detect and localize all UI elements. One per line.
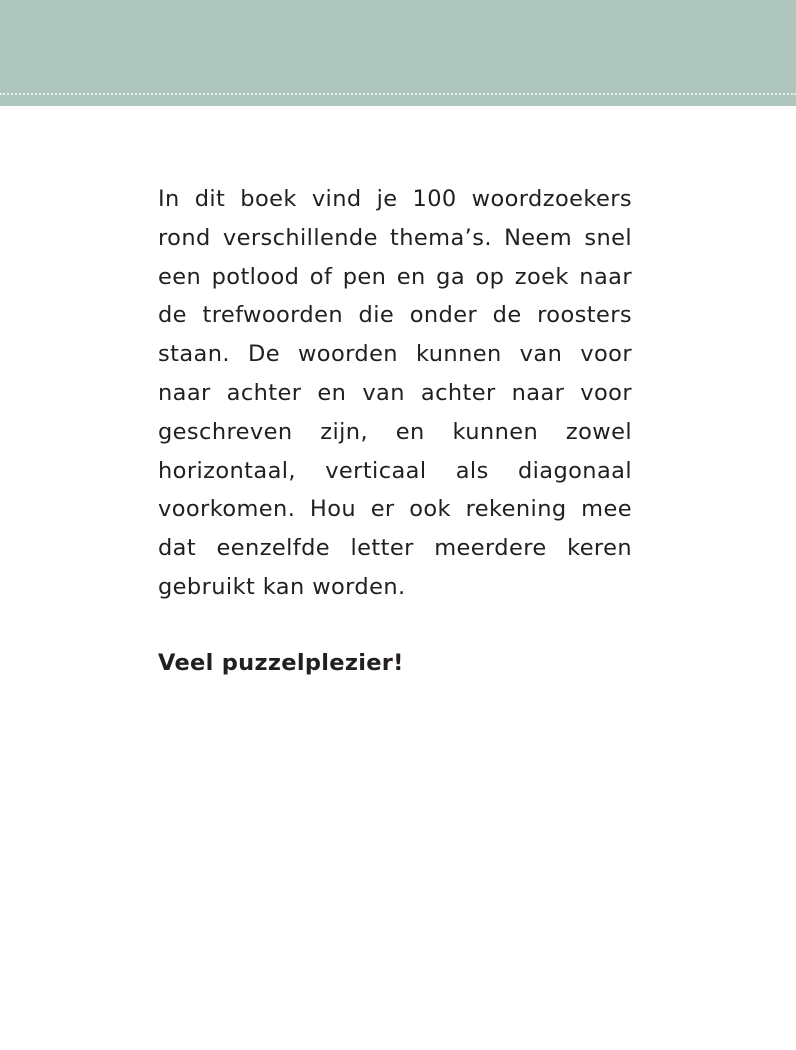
header-band <box>0 0 796 106</box>
dotted-divider <box>0 93 796 95</box>
intro-paragraph: In dit boek vind je 100 woordzoekers rond verschillende thema’s. Neem snel een potlood of pen en ga op zoek naar de trefwoorden die onder de roosters staan. De woorden kunnen van voor naar achter en van achter naar voor geschreven zijn, en kunnen zowel horizontaal, verticaal als diagonaal voorkomen. Hou er ook rekening mee dat eenzelfde letter meerdere keren gebruikt kan worden. <box>158 186 632 600</box>
intro-section <box>158 180 632 683</box>
closing-line: Veel puzzelplezier! <box>158 649 404 676</box>
